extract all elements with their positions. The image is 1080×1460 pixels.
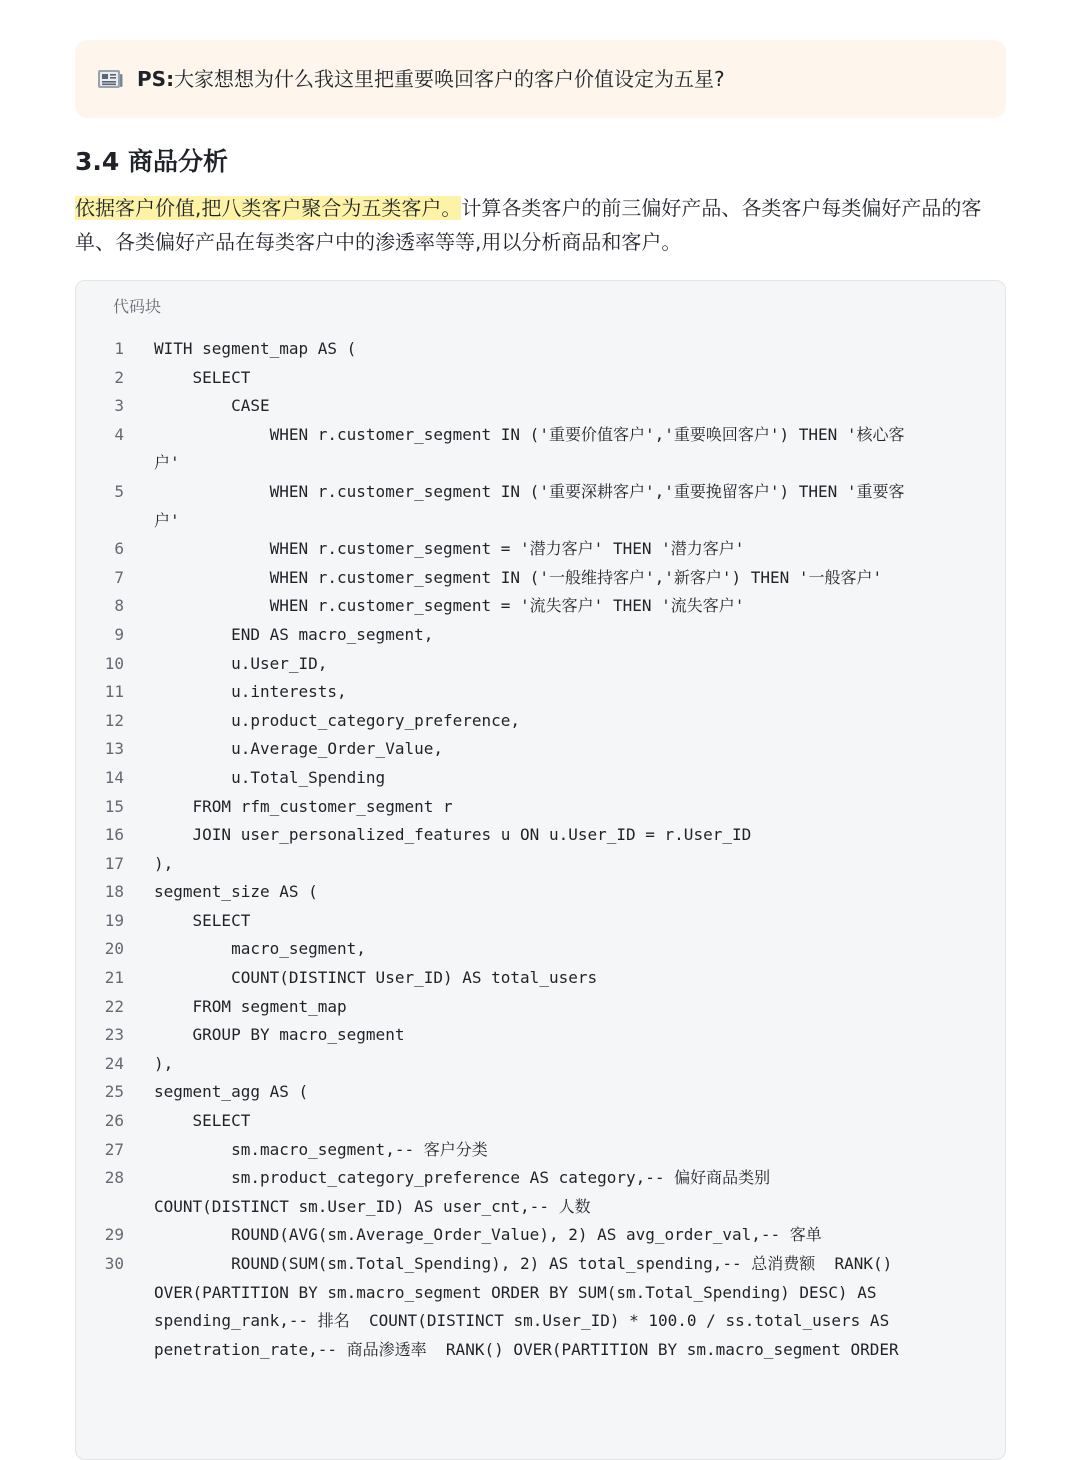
code-text: FROM rfm_customer_segment r: [154, 796, 453, 816]
line-number: 17: [104, 853, 124, 873]
line-number: 16: [104, 825, 124, 845]
line-number: 1: [114, 339, 124, 358]
code-text: u.User_ID,: [154, 653, 328, 673]
code-line: [76, 1021, 1007, 1050]
code-lines: [76, 335, 1007, 1364]
code-text: ),: [154, 853, 174, 873]
code-line: [76, 678, 1007, 707]
code-text: ROUND(AVG(sm.Average_Order_Value), 2) AS avg_order_val,-- 客单: [154, 1225, 822, 1245]
code-text: SELECT: [154, 367, 251, 387]
line-number: 29: [104, 1225, 124, 1245]
code-text: FROM segment_map: [154, 996, 347, 1016]
code-line: [76, 821, 1007, 850]
code-text: u.product_category_preference,: [154, 710, 521, 730]
line-number: 6: [114, 539, 124, 559]
code-text: SELECT: [154, 1111, 251, 1131]
line-number: 11: [104, 682, 124, 702]
line-number: 30: [104, 1254, 124, 1273]
code-text: WHEN r.customer_segment IN ('一般维持客户','新客户') THEN '一般客户': [154, 567, 883, 587]
line-number: 20: [104, 939, 124, 959]
code-line: [76, 421, 1007, 478]
code-text: sm.macro_segment,-- 客户分类: [154, 1139, 488, 1159]
code-text: u.interests,: [154, 682, 347, 702]
code-line: [76, 1164, 1007, 1221]
code-text: WITH segment_map AS (: [154, 339, 357, 358]
code-line: [76, 535, 1007, 564]
line-number: 14: [104, 767, 124, 787]
line-number: 28: [104, 1168, 124, 1188]
code-line: [76, 793, 1007, 822]
line-number: 19: [104, 910, 124, 930]
line-number: 23: [104, 1025, 124, 1045]
code-line: [76, 592, 1007, 621]
code-line: [76, 478, 1007, 535]
line-number: 13: [104, 739, 124, 759]
code-line: [76, 1221, 1007, 1250]
code-line: [76, 964, 1007, 993]
code-line: [76, 1107, 1007, 1136]
highlighted-text: 依据客户价值,把八类客户聚合为五类客户。: [75, 196, 462, 220]
code-line: [76, 878, 1007, 907]
code-line: [76, 993, 1007, 1022]
code-text: WHEN r.customer_segment IN ('重要深耕客户','重要挽留客户') THEN '重要客 户': [154, 481, 905, 530]
line-number: 7: [114, 567, 124, 587]
code-line: [76, 764, 1007, 793]
callout-prefix: PS:: [137, 67, 175, 91]
line-number: 22: [104, 996, 124, 1016]
line-number: 26: [104, 1111, 124, 1131]
line-number: 21: [104, 968, 124, 988]
line-number: 5: [114, 481, 124, 501]
code-text: u.Total_Spending: [154, 767, 386, 787]
code-line: [76, 850, 1007, 879]
code-line: [76, 707, 1007, 736]
section-paragraph: [75, 191, 1005, 259]
code-line: [76, 907, 1007, 936]
code-line: [76, 364, 1007, 393]
code-text: macro_segment,: [154, 939, 366, 959]
code-line: [76, 935, 1007, 964]
line-number: 25: [104, 1082, 124, 1102]
code-text: CASE: [154, 396, 270, 416]
code-line: [76, 735, 1007, 764]
line-number: 3: [114, 396, 124, 416]
line-number: 12: [104, 710, 124, 730]
code-text: WHEN r.customer_segment = '潜力客户' THEN '潜力客户': [154, 539, 745, 559]
line-number: 24: [104, 1053, 124, 1073]
code-line: [76, 1136, 1007, 1165]
code-text: GROUP BY macro_segment: [154, 1025, 405, 1045]
code-text: ROUND(SUM(sm.Total_Spending), 2) AS total_spending,-- 总消费额 RANK() OVER(PARTITION BY sm.macro_segment ORDER BY SUM(sm.Total_Spending) DESC) AS spending_rank,-- 排名 COUNT(DISTINCT sm.User_ID) * 100.0 / ss.total_users AS penetration_rate,-- 商品渗透率 RANK() OVER(PARTITION BY sm.macro_segment ORDER: [154, 1254, 899, 1359]
code-block-title: 代码块: [113, 297, 162, 316]
code-text: END AS macro_segment,: [154, 624, 434, 644]
line-number: 8: [114, 596, 124, 616]
code-line: [76, 1250, 1007, 1364]
section-heading: 3.4 商品分析: [75, 147, 228, 176]
code-text: JOIN user_personalized_features u ON u.User_ID = r.User_ID: [154, 825, 752, 845]
line-number: 10: [104, 653, 124, 673]
code-text: segment_size AS (: [154, 882, 318, 902]
ps-callout: [75, 40, 1006, 118]
line-number: 4: [114, 424, 124, 444]
line-number: 2: [114, 367, 124, 387]
code-line: [76, 1050, 1007, 1079]
code-block: [75, 280, 1006, 1460]
code-text: COUNT(DISTINCT User_ID) AS total_users: [154, 968, 598, 988]
code-line: [76, 564, 1007, 593]
code-text: SELECT: [154, 910, 251, 930]
code-text: segment_agg AS (: [154, 1082, 309, 1102]
code-line: [76, 392, 1007, 421]
code-line: [76, 1078, 1007, 1107]
code-text: WHEN r.customer_segment IN ('重要价值客户','重要唤回客户') THEN '核心客 户': [154, 424, 905, 473]
code-line: [76, 621, 1007, 650]
newspaper-icon: [97, 68, 123, 90]
callout-text: [137, 64, 725, 94]
code-line: [76, 650, 1007, 679]
code-text: WHEN r.customer_segment = '流失客户' THEN '流失客户': [154, 596, 745, 616]
code-text: u.Average_Order_Value,: [154, 739, 443, 759]
callout-body: 大家想想为什么我这里把重要唤回客户的客户价值设定为五星?: [174, 67, 725, 91]
line-number: 18: [104, 882, 124, 902]
code-text: ),: [154, 1053, 174, 1073]
code-line: [76, 335, 1007, 364]
line-number: 15: [104, 796, 124, 816]
line-number: 27: [104, 1139, 124, 1159]
paragraph-text: 计算各类客户的前三偏好产品、各类客户每类偏好产品的客单、各类偏好产品在每类客户中的渗透率等等,用以分析商品和客户。: [75, 196, 982, 254]
code-text: sm.product_category_preference AS category,-- 偏好商品类别 COUNT(DISTINCT sm.User_ID) AS user_cnt,-- 人数: [154, 1168, 771, 1216]
line-number: 9: [114, 624, 124, 644]
